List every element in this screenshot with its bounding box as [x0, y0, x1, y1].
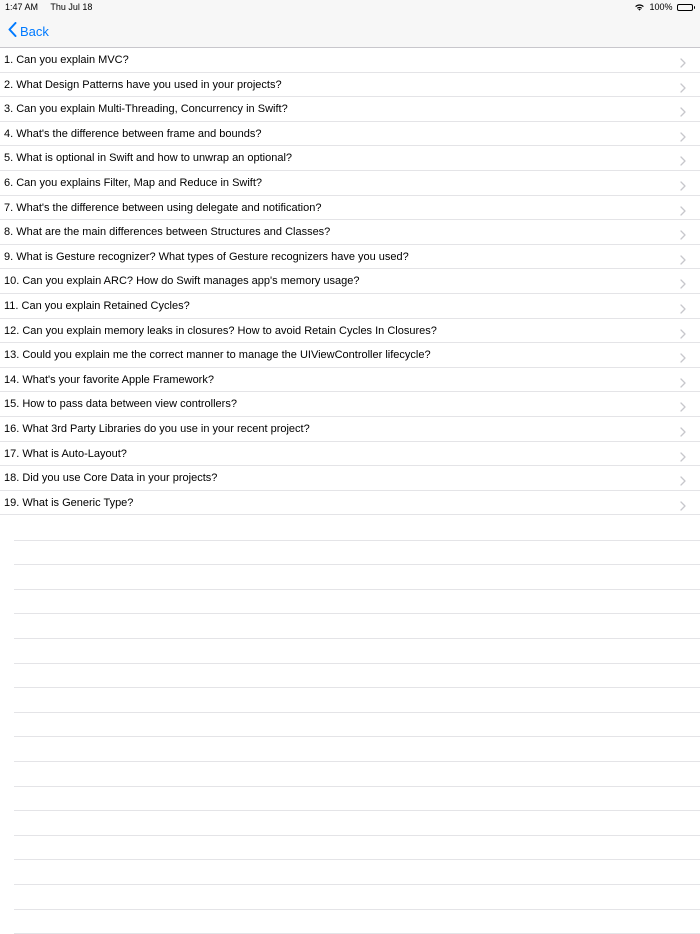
list-item[interactable]: [0, 245, 700, 270]
list-item[interactable]: [0, 122, 700, 147]
question-label: 6. Can you explains Filter, Map and Reduce in Swift?: [4, 176, 263, 189]
empty-row: [14, 516, 700, 541]
empty-row: [14, 762, 700, 787]
empty-table-rows: [0, 516, 700, 934]
back-label: Back: [20, 23, 49, 39]
empty-row: [14, 565, 700, 590]
chevron-right-icon: [680, 375, 686, 393]
status-date: Thu Jul 18: [50, 2, 93, 12]
empty-row: [14, 713, 700, 738]
question-label: 14. What's your favorite Apple Framework?: [4, 373, 214, 386]
chevron-right-icon: [680, 104, 686, 122]
battery-percent: 100%: [649, 2, 673, 12]
question-label: 7. What's the difference between using delegate and notification?: [4, 201, 322, 214]
question-label: 15. How to pass data between view controllers?: [4, 398, 237, 411]
list-item[interactable]: [0, 48, 700, 73]
empty-row: [14, 737, 700, 762]
chevron-right-icon: [680, 301, 686, 319]
status-bar: [0, 0, 700, 14]
navigation-bar: [0, 14, 700, 48]
question-label: 3. Can you explain Multi-Threading, Concurrency in Swift?: [4, 103, 288, 116]
empty-row: [14, 664, 700, 689]
empty-row: [14, 590, 700, 615]
status-right: [634, 0, 695, 14]
question-label: 8. What are the main differences between Structures and Classes?: [4, 226, 331, 239]
chevron-left-icon: [8, 22, 17, 40]
list-item[interactable]: [0, 442, 700, 467]
wifi-icon: [634, 3, 645, 11]
chevron-right-icon: [680, 252, 686, 270]
chevron-right-icon: [680, 80, 686, 98]
empty-row: [14, 811, 700, 836]
empty-row: [14, 910, 700, 934]
list-item[interactable]: [0, 294, 700, 319]
question-label: 5. What is optional in Swift and how to unwrap an optional?: [4, 152, 293, 165]
battery-icon: [677, 4, 696, 11]
empty-row: [14, 639, 700, 664]
question-label: 12. Can you explain memory leaks in closures? How to avoid Retain Cycles In Closures?: [4, 324, 437, 337]
question-list: [0, 48, 700, 515]
empty-row: [14, 541, 700, 566]
empty-row: [14, 836, 700, 861]
chevron-right-icon: [680, 129, 686, 147]
list-item[interactable]: [0, 491, 700, 516]
list-item[interactable]: [0, 220, 700, 245]
empty-row: [14, 885, 700, 910]
chevron-right-icon: [680, 498, 686, 516]
empty-row: [14, 860, 700, 885]
chevron-right-icon: [680, 276, 686, 294]
chevron-right-icon: [680, 153, 686, 171]
empty-row: [14, 787, 700, 812]
question-label: 1. Can you explain MVC?: [4, 54, 129, 66]
question-label: 16. What 3rd Party Libraries do you use in your recent project?: [4, 422, 310, 435]
status-left: [5, 0, 102, 14]
question-label: 11. Can you explain Retained Cycles?: [4, 299, 190, 312]
list-item[interactable]: [0, 196, 700, 221]
chevron-right-icon: [680, 350, 686, 368]
list-item[interactable]: [0, 343, 700, 368]
chevron-right-icon: [680, 449, 686, 467]
list-item[interactable]: [0, 466, 700, 491]
list-item[interactable]: [0, 417, 700, 442]
chevron-right-icon: [680, 203, 686, 221]
list-item[interactable]: [0, 269, 700, 294]
question-label: 13. Could you explain me the correct manner to manage the UIViewController lifecycle?: [4, 349, 431, 362]
list-item[interactable]: [0, 392, 700, 417]
question-label: 2. What Design Patterns have you used in your projects?: [4, 78, 282, 91]
chevron-right-icon: [680, 473, 686, 491]
chevron-right-icon: [680, 424, 686, 442]
question-label: 10. Can you explain ARC? How do Swift manages app's memory usage?: [4, 275, 360, 288]
chevron-right-icon: [680, 178, 686, 196]
list-item[interactable]: [0, 171, 700, 196]
list-item[interactable]: [0, 73, 700, 98]
question-label: 18. Did you use Core Data in your projects?: [4, 472, 218, 485]
chevron-right-icon: [680, 399, 686, 417]
status-time: 1:47 AM: [5, 2, 39, 12]
back-button[interactable]: [8, 22, 49, 40]
chevron-right-icon: [680, 227, 686, 245]
question-label: 19. What is Generic Type?: [4, 496, 134, 509]
chevron-right-icon: [680, 326, 686, 344]
question-label: 17. What is Auto-Layout?: [4, 447, 127, 460]
list-item[interactable]: [0, 146, 700, 171]
list-item[interactable]: [0, 368, 700, 393]
list-item[interactable]: [0, 97, 700, 122]
chevron-right-icon: [680, 55, 686, 73]
empty-row: [14, 688, 700, 713]
question-label: 9. What is Gesture recognizer? What types of Gesture recognizers have you used?: [4, 250, 409, 263]
list-item[interactable]: [0, 319, 700, 344]
question-label: 4. What's the difference between frame and bounds?: [4, 127, 262, 140]
empty-row: [14, 614, 700, 639]
